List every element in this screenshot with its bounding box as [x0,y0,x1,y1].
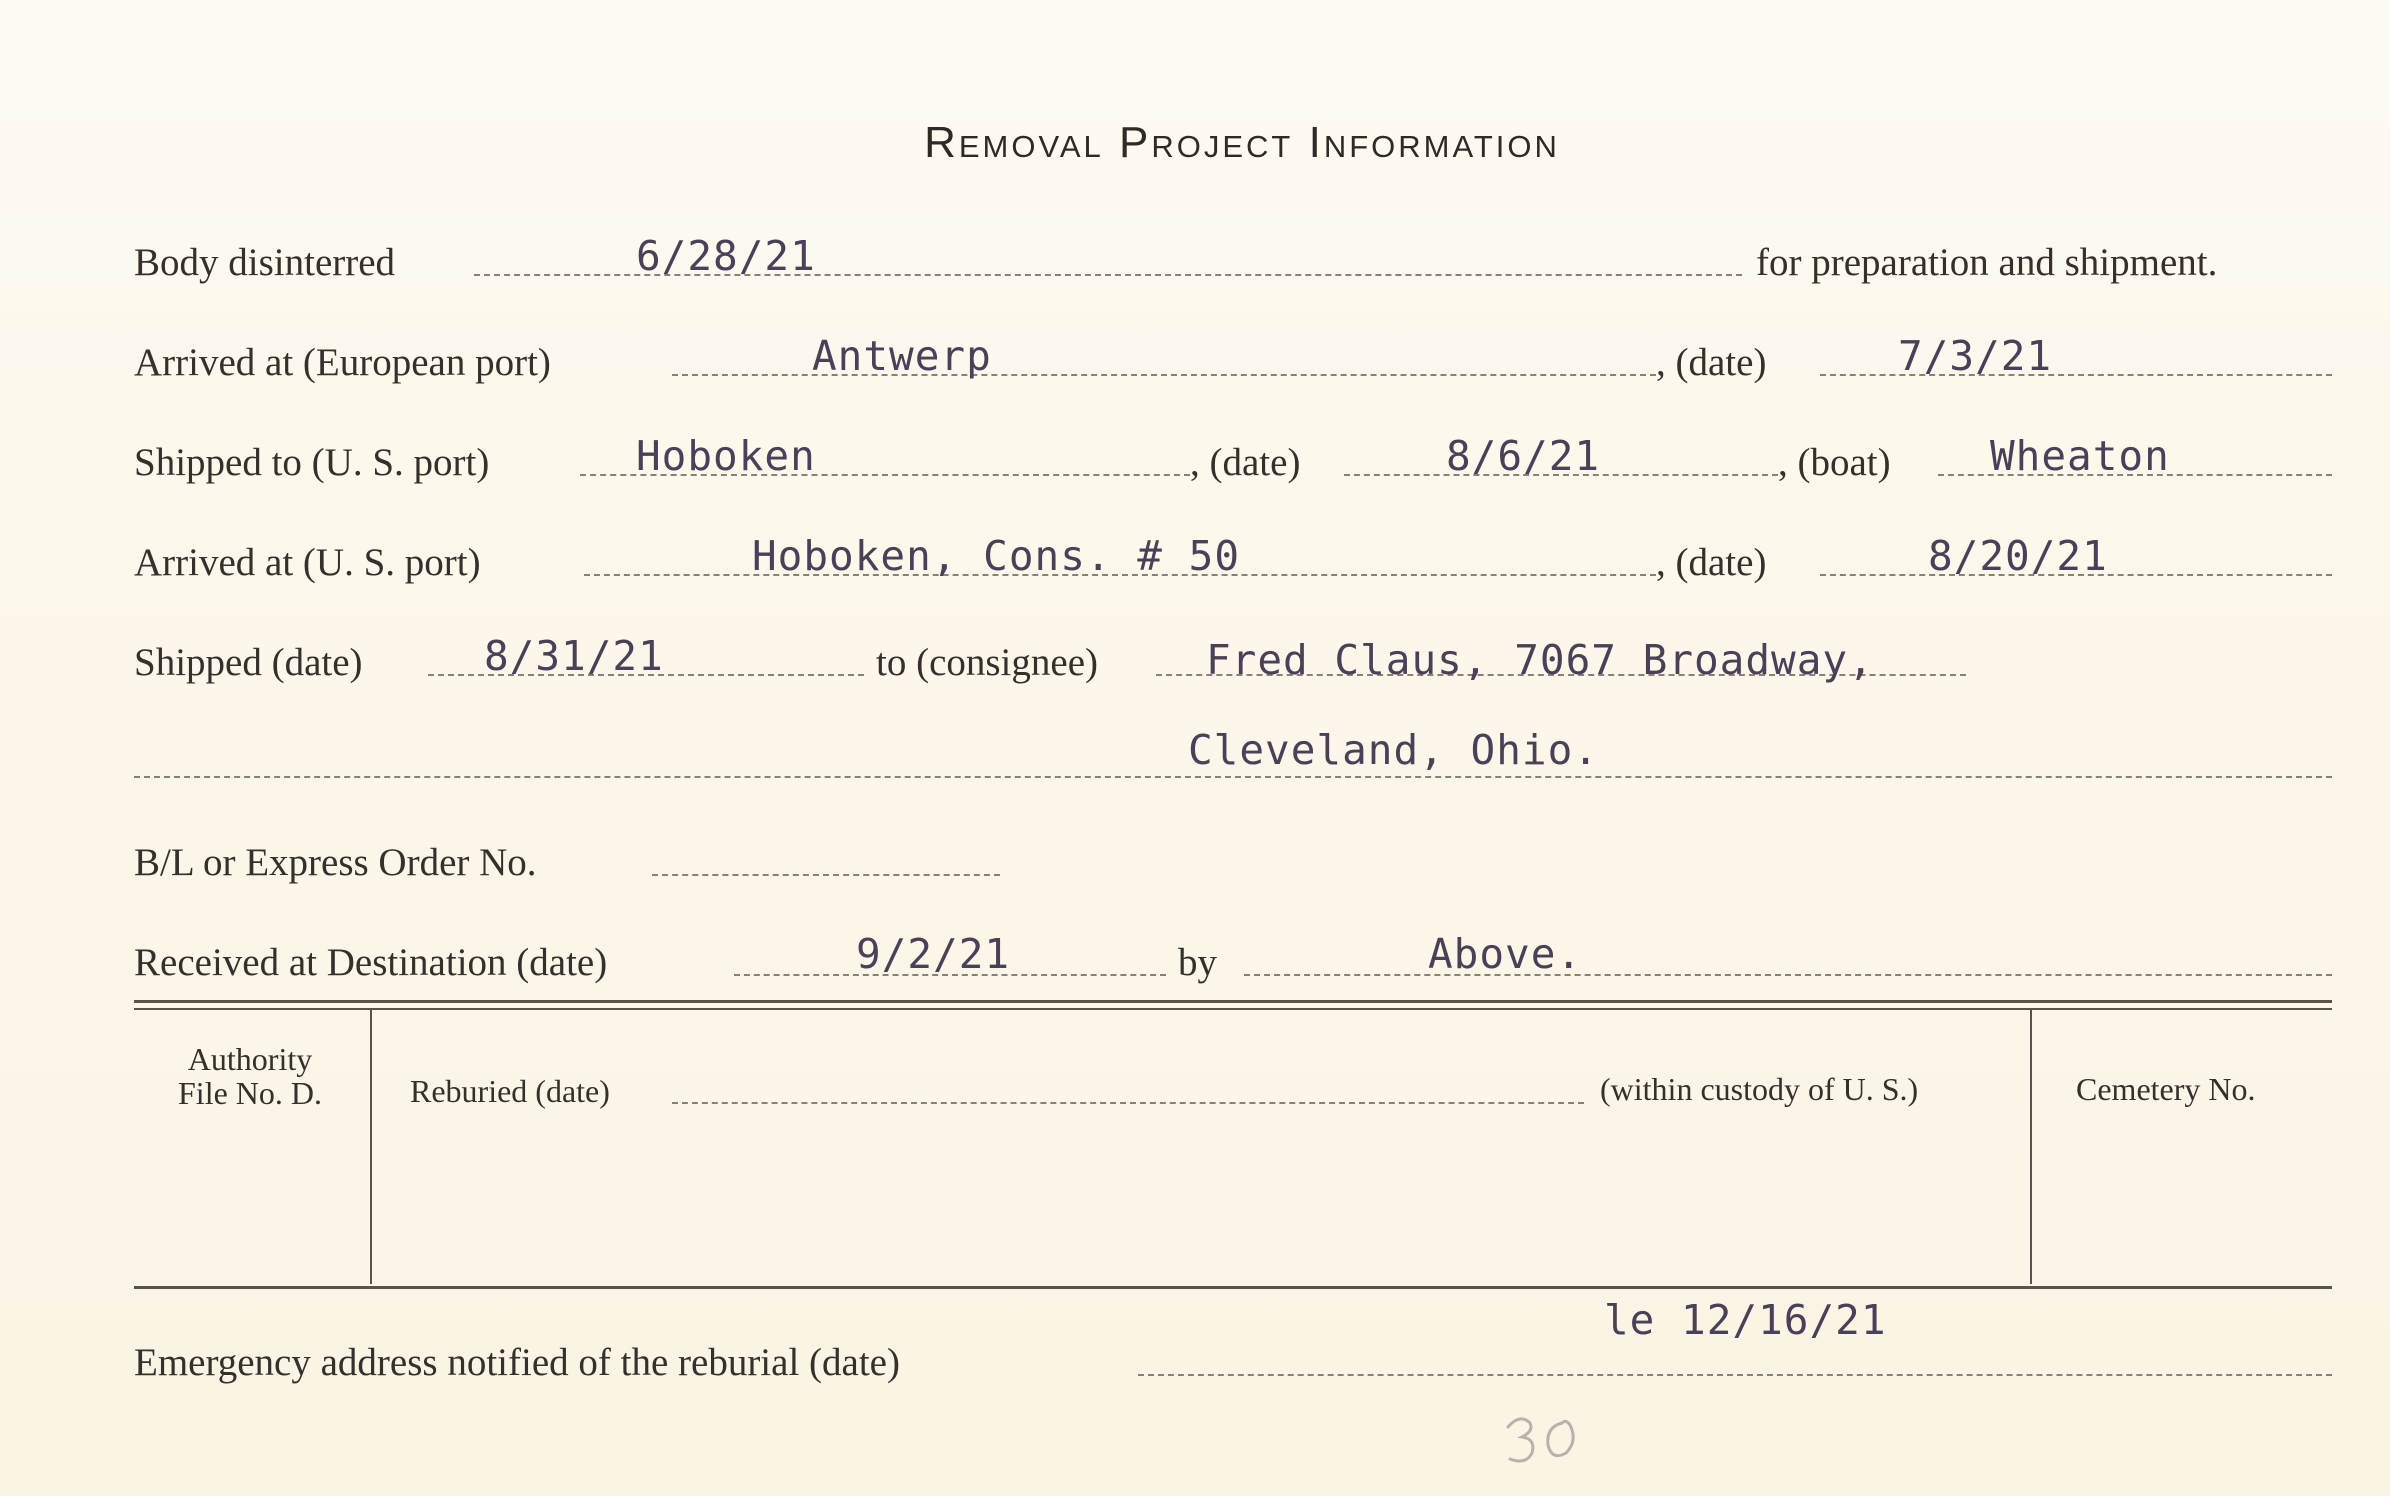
authority-label-line1: Authority [187,1041,313,1077]
authority-label-line2: File No. D. [178,1075,322,1111]
by-label: by [1178,941,1217,984]
reburied-label: Reburied (date) [410,1073,610,1109]
by-value: Above. [1428,930,1583,978]
reburied-line [672,1102,1584,1104]
arrived-us-label: Arrived at (U. S. port) [134,541,481,584]
disinterred-value: 6/28/21 [636,232,816,280]
table-bottom-rule [134,1286,2332,1289]
table-top-rule [134,1000,2332,1003]
table-divider-left [370,1010,372,1284]
boat-label: , (boat) [1778,441,1891,484]
bl-line [652,874,1000,876]
shipped-date-value: 8/31/21 [484,632,664,680]
emergency-value: le 12/16/21 [1604,1296,1887,1344]
received-label: Received at Destination (date) [134,941,608,984]
consignee-value-line2: Cleveland, Ohio. [1188,726,1599,774]
consignee-label: to (consignee) [876,641,1099,684]
shipped-date-label: Shipped (date) [134,641,363,684]
table-top-rule-2 [134,1008,2332,1010]
shipped-us-date: 8/6/21 [1446,432,1601,480]
pencil-mark [1500,1405,1590,1475]
arrived-euro-label: Arrived at (European port) [134,341,551,384]
consignee-value-line1: Fred Claus, 7067 Broadway, [1206,636,1874,684]
arrived-euro-date-line [1820,374,2332,376]
disinterred-label: Body disinterred [134,241,396,284]
emergency-label: Emergency address notified of the reburial (date) [134,1341,900,1384]
custody-label: (within custody of U. S.) [1600,1071,1919,1107]
bl-label: B/L or Express Order No. [134,841,537,884]
arrived-us-value: Hoboken, Cons. # 50 [752,532,1240,580]
consignee-line-2 [134,776,2332,778]
shipped-us-date-label: , (date) [1190,441,1301,484]
boat-value: Wheaton [1990,432,2170,480]
by-line [1244,974,2332,976]
cemetery-label: Cemetery No. [2076,1071,2256,1107]
arrived-us-date: 8/20/21 [1928,532,2108,580]
arrived-us-date-label: , (date) [1656,541,1767,584]
shipped-us-value: Hoboken [636,432,816,480]
arrived-euro-date: 7/3/21 [1898,332,2053,380]
received-value: 9/2/21 [856,930,1011,978]
shipped-us-label: Shipped to (U. S. port) [134,441,490,484]
table-divider-right [2030,1010,2032,1284]
arrived-euro-date-label: , (date) [1656,341,1767,384]
disinterred-suffix: for preparation and shipment. [1756,241,2218,284]
emergency-line [1138,1374,2332,1376]
arrived-euro-value: Antwerp [812,332,992,380]
card-title: Removal Project Information [924,118,1560,167]
